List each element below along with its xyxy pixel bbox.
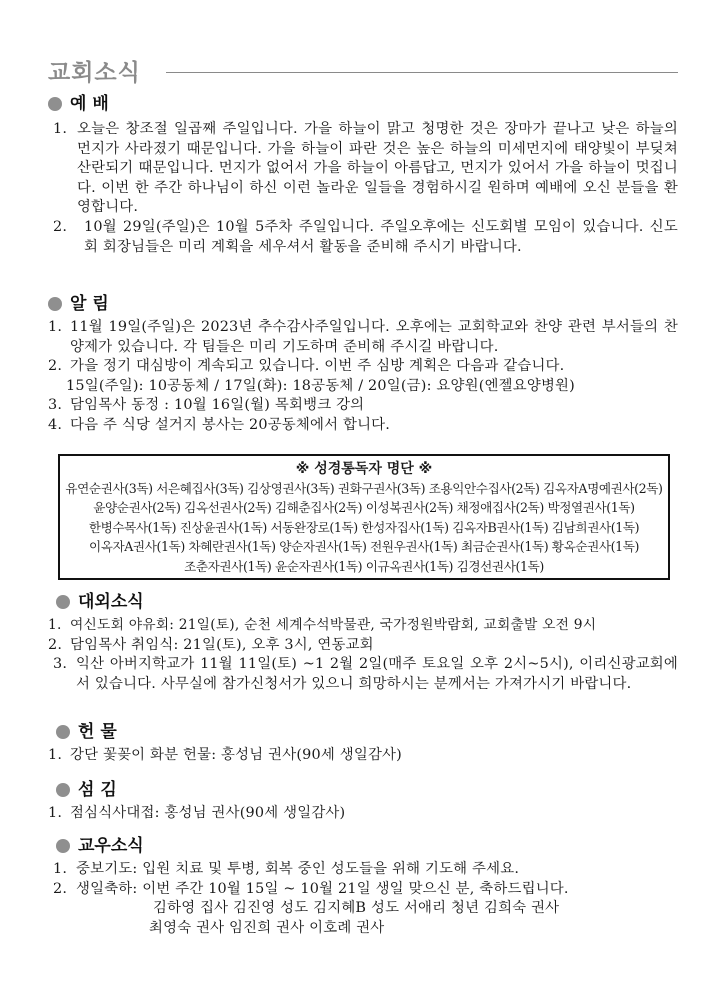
bible-readers-box <box>58 454 670 580</box>
item-number: 1. <box>53 121 68 137</box>
circle-bullet-icon <box>56 783 70 797</box>
section-heading <box>48 778 678 802</box>
section-heading <box>48 834 678 858</box>
list-item <box>48 318 678 357</box>
section-title: 대외소식 <box>78 592 144 612</box>
worship-section <box>48 92 678 257</box>
item-text: 가을 정기 대심방이 계속되고 있습니다. 이번 주 심방 계획은 다음과 같습니다. <box>70 358 565 375</box>
list-item <box>48 655 678 694</box>
item-number: 2. <box>53 880 68 897</box>
item-number: 3. <box>53 656 68 673</box>
item-text: 강단 꽃꽂이 화분 헌물: 홍성님 권사(90세 생일감사) <box>70 747 402 763</box>
item-text: 11월 19일(주일)은 2023년 추수감사주일입니다. 오후에는 교회학교와 찬양 관련 부서들의 찬양제가 있습니다. 각 팀들은 미리 기도하며 준비해 주시길 바랍니다. <box>70 319 678 355</box>
section-title: 교우소식 <box>78 836 144 856</box>
page-header <box>48 52 678 88</box>
section-title: 알 림 <box>70 294 109 314</box>
section-title: 헌 물 <box>78 722 117 742</box>
circle-bullet-icon <box>48 97 62 111</box>
notice-section <box>48 292 678 436</box>
box-title: ※ 성경통독자 명단 ※ <box>295 461 433 477</box>
serving-section <box>48 778 678 824</box>
item-number: 1. <box>48 617 62 633</box>
circle-bullet-icon <box>56 839 70 853</box>
item-number: 2. <box>48 636 63 653</box>
readers-line: 유연순권사(3독) 서은혜집사(3독) 김상영권사(3독) 권화구권사(3독) 조용익안수집사(2독) 김옥자A명예권사(2독) <box>65 481 663 496</box>
item-number: 2. <box>53 218 68 235</box>
list-item <box>48 616 678 636</box>
item-text: 담임목사 동정 : 10월 16일(월) 목회뱅크 강의 <box>70 397 365 414</box>
members-section <box>48 834 678 938</box>
item-text: 이번 주간 10월 15일 ~ 10월 21일 생일 맞으신 분, 축하드립니다. <box>142 880 569 897</box>
birthday-names-line: 최영숙 권사 임진희 권사 이호례 권사 <box>149 919 385 936</box>
circle-bullet-icon <box>48 297 62 311</box>
list-item <box>48 636 678 656</box>
section-heading <box>48 590 678 614</box>
item-text: 점심식사대접: 홍성님 권사(90세 생일감사) <box>70 805 346 821</box>
item-text: 여신도회 야유회: 21일(토), 순천 세계수석박물관, 국가정원박람회, 교회출발 오전 9시 <box>70 617 597 633</box>
section-heading <box>48 720 678 744</box>
list-item <box>48 396 678 416</box>
item-text: 입원 치료 및 투병, 회복 중인 성도들을 위해 기도해 주세요. <box>142 861 520 877</box>
item-text: 10월 29일(주일)은 10월 5주차 주일입니다. 주일오후에는 신도회별 모임이 있습니다. 신도회 회장님들은 미리 계획을 세우셔서 활동을 준비해 주시기 바랍니다. <box>84 218 678 255</box>
list-item <box>48 880 678 939</box>
section-heading <box>48 92 678 116</box>
birthday-names-line: 김하영 집사 김진영 성도 김지혜B 성도 서애리 청년 김희숙 권사 <box>153 900 560 917</box>
item-number: 1. <box>53 861 68 877</box>
section-heading <box>48 292 678 316</box>
readers-line: 윤양순권사(2독) 김옥선권사(2독) 김해춘집사(2독) 이성복권사(2독) 채정애집사(2독) 박정열권사(1독) <box>93 500 635 516</box>
section-title: 섬 김 <box>78 780 117 800</box>
circle-bullet-icon <box>56 595 70 609</box>
offering-section <box>48 720 678 766</box>
item-number: 1. <box>48 805 63 821</box>
readers-line: 이옥자A권사(1독) 차혜란권사(1독) 양순자권사(1독) 전원우권사(1독) 최금순권사(1독) 황옥순권사(1독) <box>88 539 640 555</box>
readers-list <box>60 479 668 576</box>
item-label: 생일축하: <box>76 880 138 897</box>
item-number: 3. <box>48 397 63 414</box>
item-number: 1. <box>48 319 63 335</box>
item-text: 오늘은 창조절 일곱째 주일입니다. 가을 하늘이 맑고 청명한 것은 장마가 끝나고 낮은 하늘의 먼지가 사라졌기 때문입니다. 가을 하늘이 파란 것은 높은 하늘의 미세먼지에 태양빛이 부딪쳐 산란되기 때문입니다. 먼지가 없어서 가을 하늘이 아름답고, 먼지가 있어서 가을 하늘이 멋집니다. 이번 한 주간 하나님이 하신 이런 놀라운 일들을 경험하시길 원하며 예배에 오신 분들을 환영합니다. <box>77 121 678 216</box>
item-subtext: 15일(주일): 10공동체 / 17일(화): 18공동체 / 20일(금): 요양원(엔젤요양병원) <box>66 377 575 394</box>
readers-line: 조춘자권사(1독) 윤순자권사(1독) 이규옥권사(1독) 김경선권사(1독) <box>184 558 544 574</box>
title-divider <box>166 72 678 73</box>
readers-line: 한병수목사(1독) 진상윤권사(1독) 서동완장로(1독) 한성자집사(1독) 김옥자B권사(1독) 김남희권사(1독) <box>88 519 640 535</box>
item-text: 다음 주 식당 설거지 봉사는 20공동체에서 합니다. <box>70 416 391 433</box>
list-item <box>48 416 678 436</box>
item-label: 중보기도: <box>76 861 138 877</box>
list-item <box>48 804 678 824</box>
item-text: 담임목사 취임식: 21일(토), 오후 3시, 연동교회 <box>70 636 374 653</box>
list-item <box>48 746 678 766</box>
list-item <box>48 218 678 257</box>
item-text: 익산 아버지학교가 11월 11일(토) ~1 2월 2일(매주 토요일 오후 2시~5시), 이리신광교회에서 있습니다. 사무실에 참가신청서가 있으니 희망하시는 분께서는 가져가시기 바랍니다. <box>76 656 678 692</box>
item-number: 4. <box>48 416 63 433</box>
section-title: 예 배 <box>70 94 109 114</box>
circle-bullet-icon <box>56 725 70 739</box>
list-item <box>48 860 678 880</box>
page-title: 교회소식 <box>48 60 141 86</box>
item-number: 1. <box>48 747 63 763</box>
external-section <box>48 590 678 694</box>
item-number: 2. <box>48 358 63 375</box>
list-item <box>48 357 678 396</box>
list-item <box>48 120 678 218</box>
